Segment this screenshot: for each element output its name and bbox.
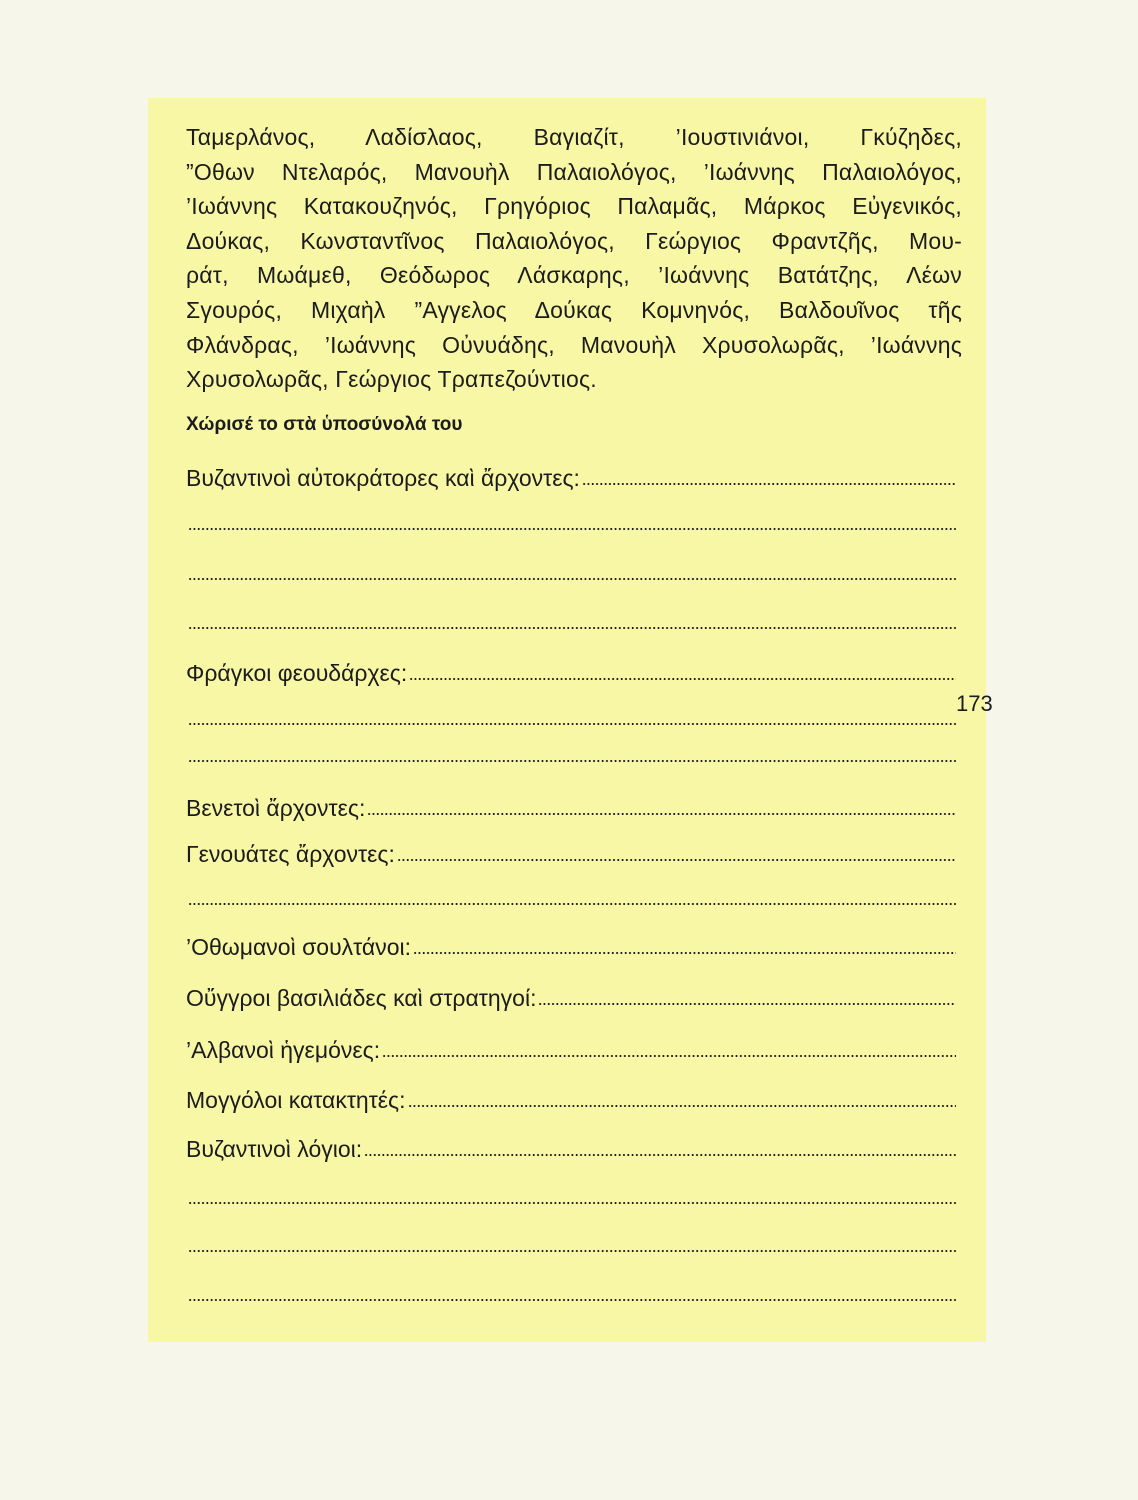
category-label: ’Οθωμανοὶ σουλτάνοι:	[186, 934, 412, 960]
dotted-fill-line	[408, 1105, 956, 1107]
dotted-fill-line	[188, 528, 956, 530]
blank-line	[186, 735, 956, 769]
dotted-fill-line	[188, 760, 956, 762]
dotted-fill-line	[397, 859, 956, 861]
names-line: ράτ, Μωάμεθ, Θεόδωρος Λάσκαρης, ’Ιωάννης Βατάτζης, Λέων	[186, 262, 962, 289]
category-line	[186, 458, 956, 492]
category-line	[186, 1129, 956, 1163]
dotted-fill-line	[382, 1055, 956, 1057]
category-label: Βυζαντινοὶ αὐτοκράτορες καὶ ἄρχοντες:	[186, 465, 580, 491]
blank-line	[186, 553, 956, 587]
names-line: ”Οθων Ντελαρός, Μανουὴλ Παλαιολόγος, ’Ιωάννης Παλαιολόγος,	[186, 158, 962, 185]
names-line: Ταμερλάνος, Λαδίσλαος, Βαγιαζίτ, ’Ιουστινιάνοι, Γκύζηδες,	[186, 124, 962, 150]
names-line: ’Ιωάννης Κατακουζηνός, Γρηγόριος Παλαμᾶς, Μάρκος Εὐγενικός,	[186, 193, 962, 220]
dotted-fill-line	[188, 1250, 956, 1252]
category-label: Φράγκοι φεουδάρχες:	[186, 660, 408, 686]
blank-line	[186, 1225, 956, 1259]
category-line	[186, 653, 956, 687]
category-line	[186, 1030, 956, 1064]
names-paragraph	[186, 120, 962, 397]
dotted-fill-line	[188, 903, 956, 905]
category-line	[186, 927, 956, 961]
category-line	[186, 788, 956, 822]
dotted-fill-line	[188, 1299, 956, 1301]
blank-line	[186, 698, 956, 732]
blank-line	[186, 503, 956, 537]
category-line	[186, 834, 956, 868]
dotted-fill-line	[413, 952, 956, 954]
category-label: Οὔγγροι βασιλιάδες καὶ στρατηγοί:	[186, 985, 537, 1011]
category-label: Βυζαντινοὶ λόγιοι:	[186, 1136, 363, 1162]
dotted-fill-line	[188, 1202, 956, 1204]
category-label: Μογγόλοι κατακτητές:	[186, 1087, 406, 1113]
category-label: ’Αλβανοὶ ἡγεμόνες:	[186, 1037, 381, 1063]
blank-line	[186, 1274, 956, 1308]
dotted-fill-line	[367, 813, 956, 815]
dotted-fill-line	[188, 627, 956, 629]
dotted-fill-line	[364, 1154, 956, 1156]
page-number: 173	[956, 691, 993, 716]
blank-line	[186, 602, 956, 636]
dotted-fill-line	[582, 483, 956, 485]
names-line: Δούκας, Κωνσταντῖνος Παλαιολόγος, Γεώργιος Φραντζῆς, Μου-	[186, 227, 962, 254]
category-line	[186, 978, 956, 1012]
dotted-fill-line	[188, 723, 956, 725]
category-line	[186, 1080, 956, 1114]
names-line: Φλάνδρας, ’Ιωάννης Οὐνυάδης, Μανουὴλ Χρυσολωρᾶς, ’Ιωάννης	[186, 331, 962, 358]
names-line: Χρυσολωρᾶς, Γεώργιος Τραπεζούντιος.	[186, 366, 597, 393]
blank-line	[186, 1177, 956, 1211]
category-label: Βενετοὶ ἄρχοντες:	[186, 795, 366, 821]
dotted-fill-line	[409, 678, 956, 680]
instruction-heading: Χώρισέ το στὰ ὑποσύνολά του	[186, 414, 463, 435]
dotted-fill-line	[538, 1003, 956, 1005]
blank-line	[186, 878, 956, 912]
dotted-fill-line	[188, 578, 956, 580]
category-label: Γενουάτες ἄρχοντες:	[186, 841, 395, 867]
names-line: Σγουρός, Μιχαὴλ ”Αγγελος Δούκας Κομνηνός, Βαλδουῖνος τῆς	[186, 296, 962, 323]
